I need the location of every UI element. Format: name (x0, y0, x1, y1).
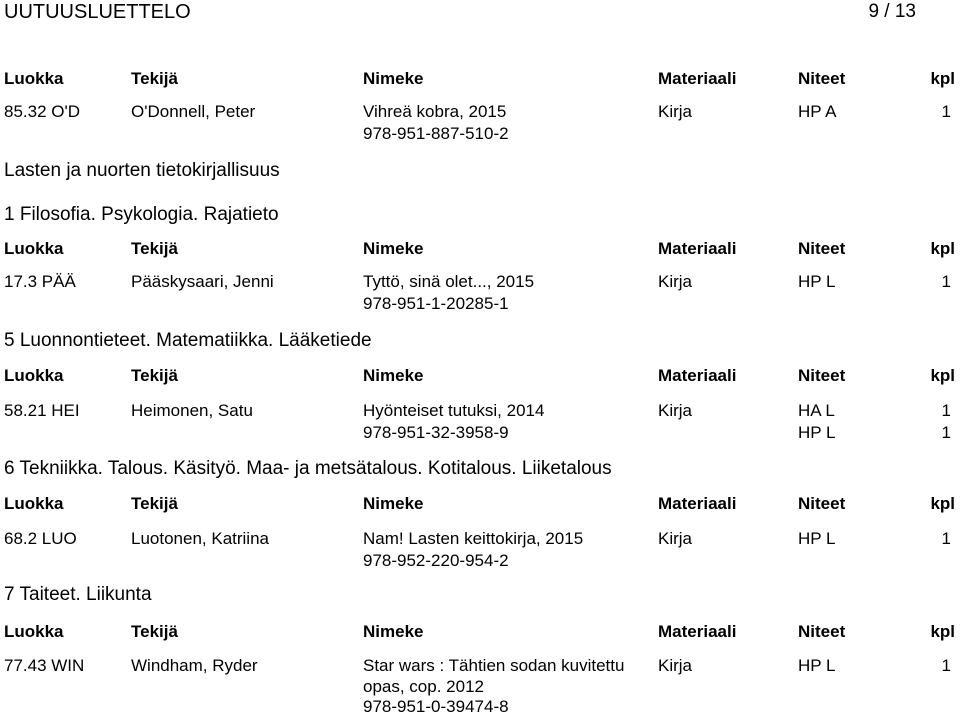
row-niteet: HP L (798, 529, 836, 548)
row-materiaali: Kirja (658, 102, 693, 121)
column-header-niteet: Niteet (798, 239, 846, 258)
row-luokka: 17.3 PÄÄ (4, 272, 76, 291)
column-header-kpl: kpl (930, 69, 955, 88)
row-isbn: 978-952-220-954-2 (363, 551, 509, 570)
row-nimeke-line: Vihreä kobra, 2015 (363, 102, 507, 121)
row-kpl: 1 (941, 102, 951, 121)
row-nimeke-line: Nam! Lasten keittokirja, 2015 (363, 529, 584, 548)
column-header-materiaali: Materiaali (658, 622, 737, 641)
row-kpl: 1 (941, 272, 951, 291)
row-luokka: 77.43 WIN (4, 656, 85, 675)
row-niteet: HA L (798, 401, 835, 420)
row-tekija: Pääskysaari, Jenni (131, 272, 274, 291)
column-header-nimeke: Nimeke (363, 69, 424, 88)
row-tekija: Windham, Ryder (131, 656, 258, 675)
category-heading: 6 Tekniikka. Talous. Käsityö. Maa- ja metsätalous. Kotitalous. Liiketalous (4, 458, 612, 479)
column-header-niteet: Niteet (798, 69, 846, 88)
row-materiaali: Kirja (658, 272, 693, 291)
row-tekija: Heimonen, Satu (131, 401, 253, 420)
category-heading: 5 Luonnontieteet. Matematiikka. Lääketiede (4, 330, 372, 351)
column-header-materiaali: Materiaali (658, 69, 737, 88)
row-materiaali: Kirja (658, 529, 693, 548)
column-header-nimeke: Nimeke (363, 494, 424, 513)
column-header-kpl: kpl (930, 494, 955, 513)
row-isbn: 978-951-887-510-2 (363, 124, 509, 143)
column-header-materiaali: Materiaali (658, 366, 737, 385)
row-niteet: HP A (798, 102, 837, 121)
row-kpl: 1 (941, 401, 951, 420)
column-header-nimeke: Nimeke (363, 366, 424, 385)
column-header-luokka: Luokka (4, 239, 64, 258)
row-tekija: O'Donnell, Peter (131, 102, 256, 121)
row-kpl: 1 (941, 529, 951, 548)
column-header-materiaali: Materiaali (658, 239, 737, 258)
page-title: UUTUUSLUETTELO (4, 1, 191, 23)
column-header-luokka: Luokka (4, 69, 64, 88)
column-header-luokka: Luokka (4, 494, 64, 513)
category-heading: Lasten ja nuorten tietokirjallisuus (4, 160, 280, 181)
row-luokka: 58.21 HEI (4, 401, 80, 420)
row-nimeke-line: Star wars : Tähtien sodan kuvitettu (363, 656, 625, 675)
column-header-kpl: kpl (930, 366, 955, 385)
category-heading: 7 Taiteet. Liikunta (4, 584, 152, 605)
row-isbn: 978-951-32-3958-9 (363, 423, 509, 442)
column-header-materiaali: Materiaali (658, 494, 737, 513)
column-header-niteet: Niteet (798, 494, 846, 513)
column-header-tekija: Tekijä (131, 366, 178, 385)
column-header-luokka: Luokka (4, 366, 64, 385)
column-header-kpl: kpl (930, 622, 955, 641)
row-nimeke-line: opas, cop. 2012 (363, 677, 484, 696)
column-header-tekija: Tekijä (131, 239, 178, 258)
row-kpl: 1 (941, 656, 951, 675)
column-header-luokka: Luokka (4, 622, 64, 641)
column-header-tekija: Tekijä (131, 69, 178, 88)
row-isbn: 978-951-0-39474-8 (363, 697, 509, 716)
column-header-kpl: kpl (930, 239, 955, 258)
column-header-tekija: Tekijä (131, 622, 178, 641)
row-niteet: HP L (798, 656, 836, 675)
row-niteet: HP L (798, 423, 836, 442)
column-header-niteet: Niteet (798, 622, 846, 641)
category-heading: 1 Filosofia. Psykologia. Rajatieto (4, 204, 279, 225)
column-header-niteet: Niteet (798, 366, 846, 385)
row-nimeke-line: Hyönteiset tutuksi, 2014 (363, 401, 545, 420)
row-tekija: Luotonen, Katriina (131, 529, 269, 548)
row-kpl: 1 (941, 423, 951, 442)
row-nimeke-line: Tyttö, sinä olet..., 2015 (363, 272, 535, 291)
row-niteet: HP L (798, 272, 836, 291)
column-header-nimeke: Nimeke (363, 239, 424, 258)
row-materiaali: Kirja (658, 656, 693, 675)
column-header-nimeke: Nimeke (363, 622, 424, 641)
column-header-tekija: Tekijä (131, 494, 178, 513)
row-luokka: 68.2 LUO (4, 529, 77, 548)
row-luokka: 85.32 O'D (4, 102, 81, 121)
row-isbn: 978-951-1-20285-1 (363, 294, 509, 313)
row-materiaali: Kirja (658, 401, 693, 420)
page-number: 9 / 13 (868, 1, 916, 22)
